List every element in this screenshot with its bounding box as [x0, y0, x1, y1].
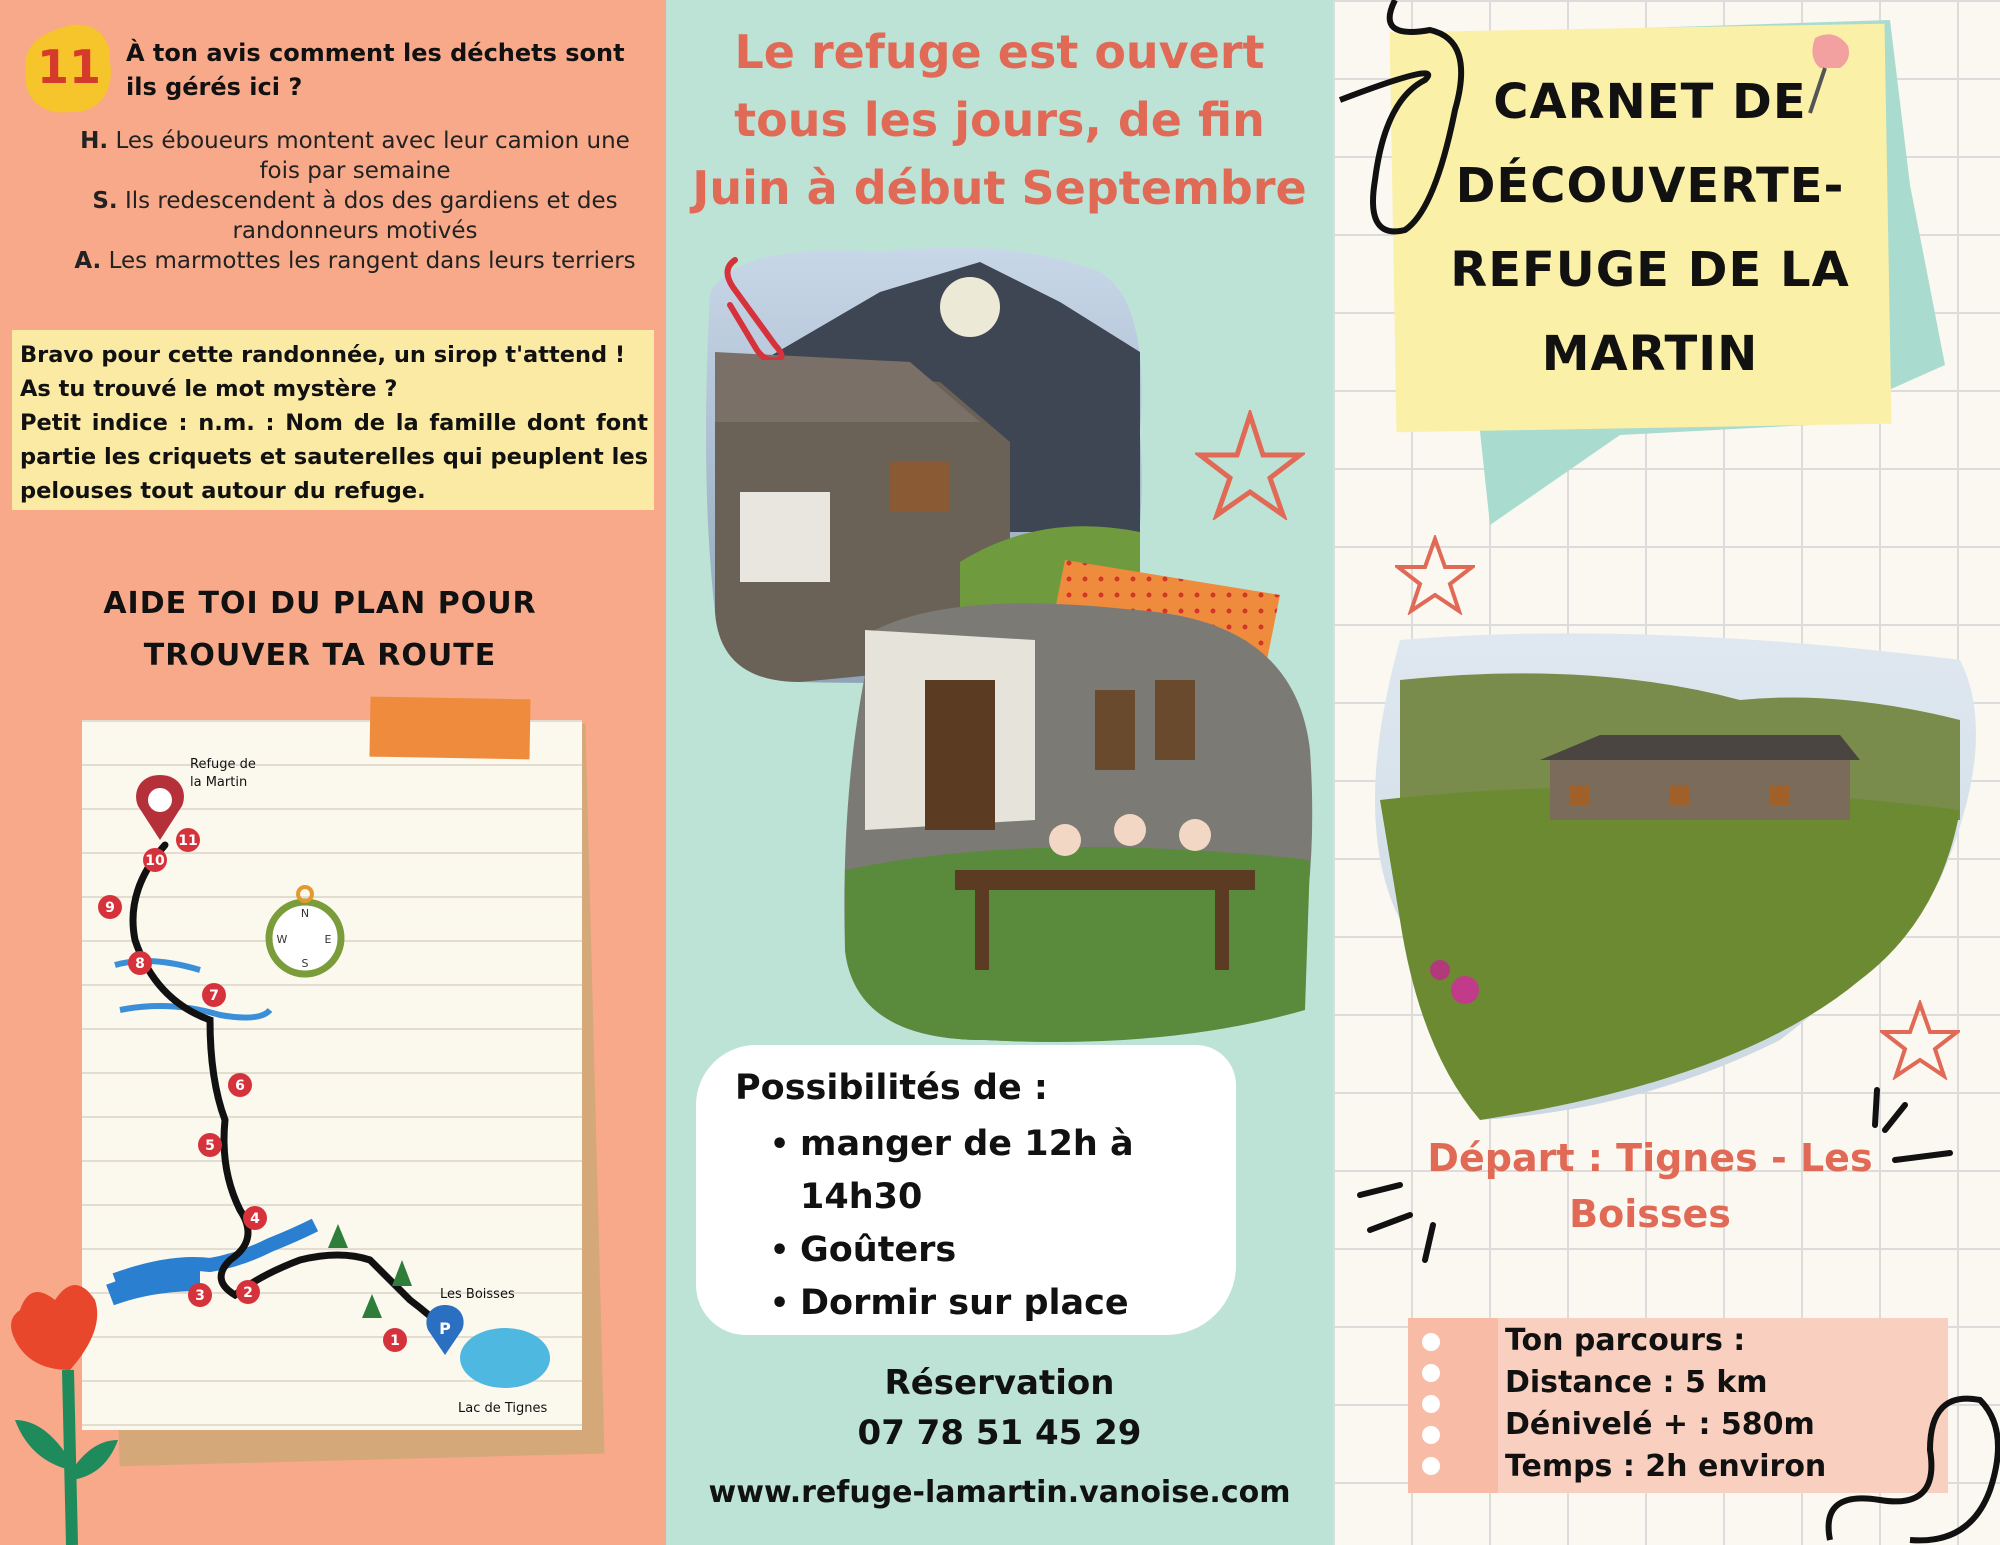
bravo-line: Petit indice : n.m. : Nom de la famille dont font partie les criquets et sauterelles qui peuplent les pelouses tout autour du refuge.: [20, 410, 648, 504]
boisses-label: Les Boisses: [440, 1287, 515, 1302]
reservation-block: [676, 1358, 1323, 1458]
booklet-title: CARNET DE DÉCOUVERTE- REFUGE DE LA MARTIN: [1450, 74, 1850, 382]
service-item: • Dormir sur place: [770, 1277, 1210, 1330]
star-doodle-icon: [1395, 535, 1475, 615]
waypoint-label: 4: [250, 1211, 260, 1227]
compass-w: W: [276, 933, 288, 946]
phone-number[interactable]: 07 78 51 45 29: [857, 1413, 1142, 1453]
service-item: • Goûters: [770, 1224, 1210, 1277]
bravo-line: As tu trouvé le mot mystère ?: [20, 376, 398, 402]
waypoint-label: 8: [135, 956, 145, 972]
refuge-photo-2: [835, 570, 1320, 1050]
parking-label: P: [439, 1319, 451, 1338]
star-doodle-icon: [1880, 1000, 1960, 1080]
ring-hole: [1422, 1395, 1440, 1413]
departure-text: Départ : Tignes - Les Boisses: [1427, 1136, 1873, 1236]
service-item: • manger de 12h à 14h30: [770, 1118, 1210, 1224]
question-number: 11: [36, 40, 101, 94]
answer-s: S. Ils redescendent à dos des gardiens et des randonneurs motivés: [92, 188, 618, 244]
website-link[interactable]: www.refuge-lamartin.vanoise.com: [708, 1475, 1291, 1510]
tree-icon: [328, 1224, 348, 1248]
refuge-label: Refuge de: [190, 757, 256, 772]
waypoint-label: 1: [390, 1333, 400, 1349]
left-panel: [0, 0, 666, 1545]
waypoint-label: 3: [195, 1288, 205, 1304]
bravo-text: [20, 338, 648, 508]
bravo-line: Bravo pour cette randonnée, un sirop t'attend !: [20, 342, 626, 368]
compass-s: S: [301, 957, 309, 970]
waypoint-label: 10: [145, 853, 165, 869]
loop-doodle-icon: [1820, 1370, 2000, 1545]
ring-hole: [1422, 1333, 1440, 1351]
star-doodle-icon: [1195, 410, 1305, 520]
ring-hole: [1422, 1426, 1440, 1444]
lake-label: Lac de Tignes: [458, 1401, 548, 1416]
paperclip-icon: [715, 250, 795, 360]
ring-hole: [1422, 1364, 1440, 1382]
lake-icon: [460, 1328, 550, 1388]
trail-map: [60, 740, 600, 1420]
ring-hole: [1422, 1457, 1440, 1475]
compass-n: N: [300, 907, 310, 920]
waypoint-label: 11: [178, 833, 198, 849]
refuge-label: la Martin: [190, 775, 248, 790]
tree-icon: [362, 1294, 382, 1318]
waypoint-label: 5: [205, 1138, 215, 1154]
map-instruction: AIDE TOI DU PLAN POUR TROUVER TA ROUTE: [103, 586, 537, 673]
question-text: À ton avis comment les déchets sont ils gérés ici ?: [126, 39, 625, 101]
answer-a: A. Les marmottes les rangent dans leurs terriers: [74, 248, 636, 274]
answer-h: H. Les éboueurs montent avec leur camion une fois par semaine: [80, 128, 630, 184]
route-info-text: Ton parcours : Distance : 5 km Dénivelé + : 580m Temps : 2h environ: [1505, 1323, 1827, 1484]
opening-hours-title: Le refuge est ouvert tous les jours, de fin Juin à début Septembre: [692, 25, 1307, 215]
waypoint-label: 7: [209, 988, 219, 1004]
flower-icon: [0, 1270, 130, 1545]
services-title: Possibilités de :: [735, 1068, 1048, 1108]
answer-list: [70, 126, 640, 276]
waypoint-label: 6: [235, 1078, 245, 1094]
waypoint-label: 9: [105, 900, 115, 916]
reservation-label: Réservation: [884, 1363, 1115, 1403]
compass-e: E: [324, 933, 332, 946]
services-list: [770, 1118, 1210, 1330]
tree-icon: [392, 1260, 412, 1286]
waypoint-label: 2: [243, 1285, 253, 1301]
